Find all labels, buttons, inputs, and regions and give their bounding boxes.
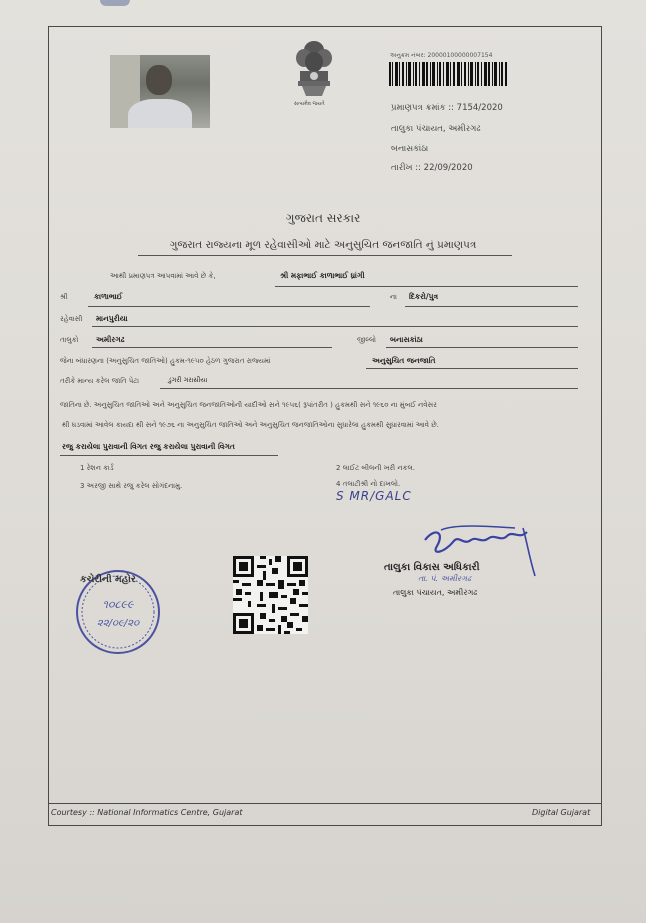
resident-value: માનપુરીયા (96, 314, 128, 323)
issuing-office: તાલુકા પંચાયત, અમીરગઢ (391, 124, 481, 134)
category-value: અનુસુચિત જનજાતિ (372, 356, 436, 365)
father-name-underline (88, 306, 370, 307)
recognized-label: તરીકે માન્ય કરેલ જાતિ પેટા (60, 377, 140, 385)
district-underline (386, 347, 578, 348)
taluka-underline (92, 347, 332, 348)
certificate-title: ગુજરાત રાજ્યના મૂળ રહેવાસીઓ માટે અનુસુચિત જનજાતિ નું પ્રમાણપત્ર (169, 239, 477, 251)
district-value: બનાસકાંઠા (390, 335, 423, 344)
issuing-district: બનાસકાંઠા (391, 144, 429, 154)
relation-label: ના (390, 293, 397, 301)
applicant-name: શ્રી મફાભાઈ કાળાભાઈ ધ્રાંગી (280, 271, 365, 280)
documents-heading: રજુ કરાયેલા પુરાવાની વિગત રજુ કરાયેલા પુરાવાની વિગત (62, 442, 235, 451)
district-label: જીલ્લો (357, 336, 376, 344)
qr-code (233, 556, 308, 634)
resident-underline (92, 326, 578, 327)
government-title: ગુજરાત સરકાર (285, 211, 361, 225)
footer-courtesy: Courtesy :: National Informatics Centre, Gujarat (51, 808, 243, 817)
seal-date: ૨૨/૦૯/૨૦ (96, 618, 140, 629)
document-item-2: 2 લાઈટ બીલની ખરી નકલ. (336, 464, 416, 472)
handwritten-note: S MR/GALC (336, 489, 412, 503)
applicant-name-underline (275, 286, 578, 287)
officer-office: તાલુકા પંચાયત, અમીરગઢ (393, 588, 478, 597)
serial-number: અનુક્રમ નંબર: 20000100000007154 (390, 52, 493, 59)
document-item-1: 1 રેશન કાર્ડ (80, 464, 114, 472)
resident-label: રહેવાસી (60, 315, 83, 323)
officer-title: તાલુકા વિકાસ અધિકારી (384, 562, 480, 573)
category-underline (366, 368, 578, 369)
shri-label: શ્રી (60, 293, 68, 301)
documents-heading-underline (60, 455, 278, 456)
document-item-4: 4 તલાટીશ્રી નો દાખલો. (336, 480, 401, 488)
footer-brand: Digital Gujarat (532, 808, 591, 817)
relation-underline (405, 306, 578, 307)
relation-value: દિકરો/પુત્ર (409, 292, 439, 301)
national-emblem-icon (290, 38, 338, 100)
taluka-label: તાલુકો (60, 336, 79, 344)
subcaste-underline (160, 388, 578, 389)
father-name: કાળાભાઈ (94, 292, 123, 301)
officer-signature-icon (415, 522, 545, 582)
barcode (389, 62, 507, 86)
applicant-photo (110, 55, 210, 128)
subcaste-value: ડુંગરી ગરાસીયા (168, 376, 208, 384)
office-seal-label: કચેરીની મહોર (80, 574, 136, 585)
issue-date: તારીખ :: 22/09/2020 (391, 163, 473, 173)
issued-label: આથી પ્રમાણપત્ર આપવામાં આવે છે કે, (110, 272, 216, 280)
document-item-3: 3 અરજી સાથે રજુ કરેલ સોગંદનામુ. (80, 482, 183, 490)
title-underline (138, 255, 512, 256)
legal-paragraph (60, 395, 580, 435)
order-label: જેના બંધારણના (અનુસુચિત જાતિઓ) હુકમ-૧૯૫૦ હેઠળ ગુજરાત રાજ્યમાં (60, 357, 271, 365)
seal-number: ૧૦૮૯૯ (102, 598, 134, 611)
officer-stamp: તા. પં. અમીરગઢ (418, 574, 471, 583)
corner-shadow (100, 0, 130, 6)
legal-paragraph-line2: થી ઘડવામાં આવેલ કાયદા થી સને ૧૯૭૬ ના અનુસુચિત જાતિઓ અને અનુસુચિત જનજાતિઓના સુધારેલા હુકમથી સુધારવામાં આવે છે. (62, 421, 439, 429)
emblem-caption: સત્યમેવ જયતે (294, 101, 325, 107)
taluka-value: અમીરગઢ (96, 335, 125, 344)
footer-divider (48, 803, 602, 804)
legal-paragraph-line1: જાતિના છે. અનુસુચિત જાતિઓ અને અનુસુચિત જનજાતિઓની યાદીઓ સને ૧૯૫૬( રૂપાંતરીત ) હુકમથી સને ૧૯૬૦ ના મુંબઈ નવેસર (60, 401, 437, 409)
certificate-number: પ્રમાણપત્ર ક્રમાંક :: 7154/2020 (391, 103, 503, 113)
